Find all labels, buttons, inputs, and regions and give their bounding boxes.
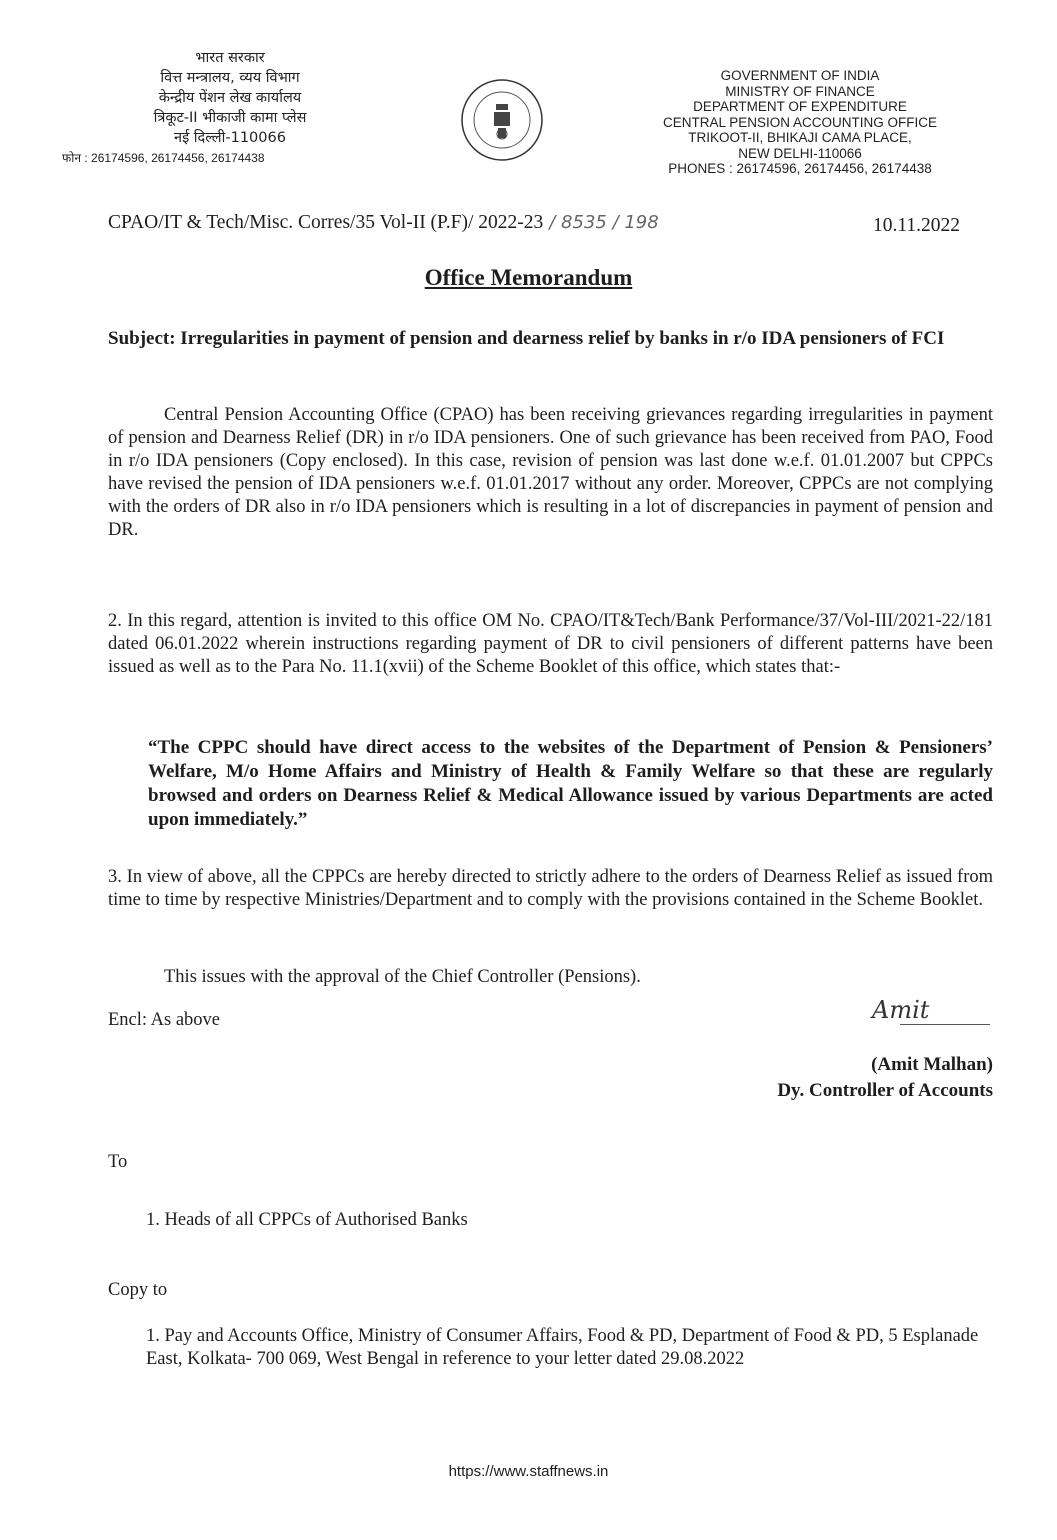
hindi-line: केन्द्रीय पेंशन लेख कार्यालय bbox=[158, 90, 302, 106]
to-item: 1. Heads of all CPPCs of Authorised Banks bbox=[146, 1210, 468, 1230]
english-line: TRIKOOT-II, BHIKAJI CAMA PLACE, bbox=[688, 130, 912, 145]
copy-to-label: Copy to bbox=[108, 1280, 168, 1300]
english-line: MINISTRY OF FINANCE bbox=[725, 83, 875, 99]
approval-paragraph: This issues with the approval of the Chief Controller (Pensions). bbox=[164, 967, 641, 987]
hindi-phone: फोन : 26174596, 26174456, 26174438 bbox=[62, 151, 265, 165]
hindi-line: वित्त मन्त्रालय, व्यय विभाग bbox=[160, 70, 300, 86]
english-line: GOVERNMENT OF INDIA bbox=[720, 68, 880, 83]
footer-url: https://www.staffnews.in bbox=[448, 1463, 609, 1480]
paragraph-2: 2. In this regard, attention is invited to this office OM No. CPAO/IT&Tech/Bank Performance/37/Vol-III/2021-22/181 dated 06.01.2022 wherein instructions regarding payment of DR to civil pensioners of different patterns have been issued as well as to the Para No. 11.1(xvii) of the Scheme Booklet of this office, which states that:- bbox=[108, 611, 993, 677]
page-title: Office Memorandum bbox=[424, 265, 633, 290]
hindi-line: भारत सरकार bbox=[195, 50, 265, 66]
english-letterhead bbox=[590, 68, 1010, 177]
hindi-line: त्रिकूट-II भीकाजी कामा प्लेस bbox=[153, 110, 307, 126]
signatory bbox=[777, 1052, 993, 1104]
handwritten-number: / 8535 / 198 bbox=[549, 212, 659, 233]
english-line: NEW DELHI-110066 bbox=[738, 145, 862, 161]
signatory-designation: Dy. Controller of Accounts bbox=[777, 1080, 993, 1101]
office-seal-emblem bbox=[460, 78, 544, 162]
hindi-line: नई दिल्ली-110066 bbox=[174, 130, 286, 146]
paragraph-1: Central Pension Accounting Office (CPAO) has been receiving grievances regarding irregularities in payment of pension and Dearness Relief (DR) in r/o IDA pensioners. One of such grievance has been received from PAO, Food in r/o IDA pensioners (Copy enclosed). In this case, revision of pension was last done w.e.f. 01.01.2007 but CPPCs have revised the pension of IDA pensioners w.e.f. 01.01.2017 without any order. Moreover, CPPCs are not complying with the orders of DR also in r/o IDA pensioners which is resulting in a lot of discrepancies in payment of pension and DR. bbox=[108, 405, 993, 540]
english-line: DEPARTMENT OF EXPENDITURE bbox=[693, 99, 907, 114]
hindi-letterhead bbox=[62, 48, 380, 168]
enclosure: Encl: As above bbox=[108, 1010, 221, 1030]
quoted-para: “The CPPC should have direct access to the websites of the Department of Pension & Pensioners’ Welfare, M/o Home Affairs and Ministry of Health & Family Welfare so that these are regularly browsed and orders on Dearness Relief & Medical Allowance issued by various Departments are acted upon immediately.” bbox=[148, 737, 993, 830]
memo-date: 10.11.2022 bbox=[873, 215, 961, 236]
english-line: CENTRAL PENSION ACCOUNTING OFFICE bbox=[662, 114, 938, 130]
paragraph-3: 3. In view of above, all the CPPCs are hereby directed to strictly adhere to the orders of Dearness Relief as issued from time to time by respective Ministries/Department and to comply with the provisions contained in the Scheme Booklet. bbox=[108, 867, 993, 910]
reference-text: CPAO/IT & Tech/Misc. Corres/35 Vol-II (P.F)/ 2022-23 bbox=[108, 212, 544, 233]
signatory-name: (Amit Malhan) bbox=[871, 1054, 993, 1075]
subject: Subject: Irregularities in payment of pension and dearness relief by banks in r/o IDA pensioners of FCI bbox=[108, 328, 945, 349]
reference-number bbox=[108, 212, 659, 234]
signature-text: Amit bbox=[872, 996, 930, 1024]
copy-to-item: 1. Pay and Accounts Office, Ministry of Consumer Affairs, Food & PD, Department of Food & PD, 5 Esplanade East, Kolkata- 700 069, West Bengal in reference to your letter dated 29.08.2022 bbox=[146, 1326, 979, 1369]
to-label: To bbox=[108, 1152, 128, 1172]
english-line: PHONES : 26174596, 26174456, 26174438 bbox=[668, 161, 932, 176]
signature bbox=[872, 996, 1002, 1036]
